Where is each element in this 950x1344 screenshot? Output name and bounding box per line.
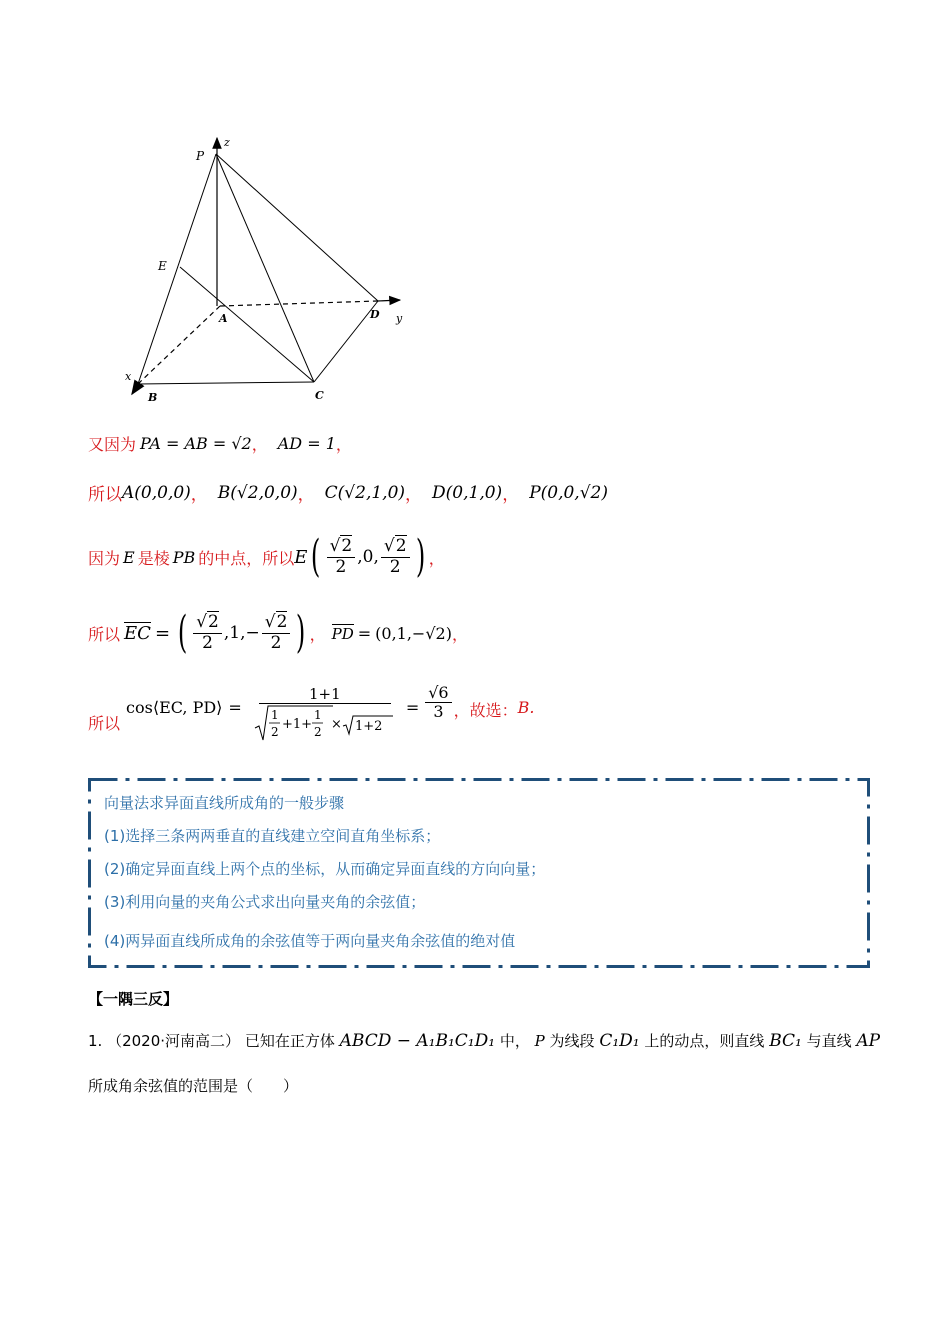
question-AP: AP: [856, 1031, 881, 1051]
svg-text:1: 1: [313, 708, 322, 723]
edge-PB: [138, 154, 216, 384]
question-text-4: 上的动点，则直线: [644, 1032, 765, 1050]
y-axis-arrow: [378, 300, 400, 301]
line4-suffix: ，: [451, 624, 468, 644]
EC-x-fraction: $\frac{√2}{2}$: [193, 613, 222, 653]
vector-PD-value: (0,1,−√2): [375, 623, 452, 643]
equals-sign-3: =: [228, 698, 242, 717]
solution-line-1: [88, 432, 352, 455]
line3-suffix: ，: [428, 548, 445, 568]
cos-denominator: [250, 704, 400, 748]
svg-text:2: 2: [270, 725, 279, 740]
line3-E: E: [123, 547, 135, 567]
question-segment: C₁D₁: [599, 1031, 640, 1051]
line2-sep-4: ，: [502, 485, 520, 505]
question-number: 1.: [88, 1032, 103, 1050]
svg-text:×: ×: [330, 717, 342, 733]
E-z-fraction: $\frac{√2}{2}$: [381, 537, 410, 577]
edge-BC: [138, 382, 314, 384]
solution-line-3: [88, 528, 445, 586]
cos-angle-expr: cos⟨EC, PD⟩: [126, 698, 223, 717]
left-paren-2: (: [177, 607, 188, 658]
question-cube: ABCD − A₁B₁C₁D₁: [339, 1031, 496, 1051]
line2-sep-3: ，: [405, 485, 423, 505]
line3-mid: 是棱: [137, 548, 170, 568]
line1-suffix: ，: [335, 435, 352, 454]
point-D-coords: D(0,1,0): [432, 482, 503, 503]
vector-EC: EC: [124, 623, 151, 644]
edge-PC: [216, 154, 314, 382]
question-P: P: [534, 1032, 545, 1050]
y-axis-dashed: [220, 301, 378, 306]
question-text-1: 已知在正方体: [244, 1032, 335, 1050]
pyramid-figure: [120, 130, 420, 419]
solution-line-2: [88, 480, 608, 505]
label-P: P: [196, 149, 205, 163]
line1-prefix: 又因为: [88, 435, 137, 454]
solution-line-4: [88, 604, 468, 662]
svg-text:1: 1: [270, 708, 279, 723]
cos-denominator-svg: [253, 704, 397, 744]
cos-fraction: [250, 686, 400, 749]
answer-choice: B.: [517, 698, 535, 717]
EC-z-fraction: $\frac{√2}{2}$: [262, 613, 291, 653]
label-D: D: [370, 308, 380, 321]
svg-text:+1+: +1+: [281, 717, 312, 733]
question-1-line-1: [88, 1030, 880, 1051]
question-BC1: BC₁: [769, 1031, 802, 1051]
point-B-coords: B(√2,0,0): [217, 482, 298, 503]
equals-sign-4: =: [405, 698, 420, 717]
solution-line-5: [88, 684, 534, 760]
label-B: B: [148, 391, 158, 404]
label-A: A: [219, 312, 228, 325]
method-step-2: (2)确定异面直线上两个点的坐标，从而确定异面直线的方向向量；: [104, 860, 546, 878]
EC-y-value: ,1,−: [223, 623, 260, 643]
line3-prefix: 因为: [88, 548, 121, 568]
line5-prefix: 所以: [88, 713, 121, 733]
question-1-line-2: 所成角余弦值的范围是（ ）: [88, 1077, 299, 1095]
line2-sep-2: ，: [297, 485, 315, 505]
result-denominator: 3: [433, 702, 444, 722]
E-y-value: ,0,: [357, 547, 379, 567]
method-box-title: 向量法求异面直线所成角的一般步骤: [104, 794, 345, 812]
right-paren: ): [415, 531, 425, 582]
point-P-coords: P(0,0,√2): [529, 482, 608, 503]
question-text-3: 为线段: [549, 1032, 595, 1050]
svg-text:2: 2: [313, 725, 322, 740]
question-source: （2020·河南高二）: [107, 1032, 241, 1050]
line2-prefix: 所以: [88, 485, 122, 505]
line1-sep: ，: [251, 435, 268, 454]
section-heading: 【一隅三反】: [88, 990, 179, 1008]
edge-PD: [216, 154, 378, 301]
equals-sign: =: [154, 622, 171, 644]
E-x-fraction: $\frac{√2}{2}$: [327, 537, 356, 577]
svg-text:1+2: 1+2: [354, 719, 383, 735]
point-A-coords: A(0,0,0): [122, 482, 191, 503]
right-paren-2: ): [296, 607, 306, 658]
pyramid-diagram: [120, 130, 420, 415]
vector-PD: PD: [331, 624, 354, 643]
line3-PB: PB: [172, 547, 196, 567]
line1-expr: PA = AB = √2: [140, 434, 252, 453]
equals-sign-2: =: [357, 623, 372, 643]
question-text-2: 中，: [499, 1032, 530, 1050]
label-E: E: [158, 259, 167, 273]
line2-sep-1: ，: [190, 485, 208, 505]
question-text-5: 与直线: [806, 1032, 852, 1050]
line5-tail: ，故选：: [453, 701, 518, 720]
point-C-coords: C(√2,1,0): [324, 482, 406, 503]
line3-mid2: 的中点，所以: [198, 548, 295, 568]
label-x: x: [125, 370, 132, 383]
line4-comma: ，: [309, 624, 326, 644]
line1-expr2: AD = 1: [277, 434, 336, 453]
cos-numerator: 1+1: [259, 686, 391, 704]
edge-CD: [314, 301, 378, 382]
label-y: y: [396, 312, 403, 325]
label-z: z: [224, 136, 230, 149]
line4-prefix: 所以: [88, 624, 121, 644]
method-step-4: (4)两异面直线所成角的余弦值等于两向量夹角余弦值的绝对值: [104, 932, 516, 950]
label-C: C: [315, 389, 324, 402]
result-fraction: [425, 684, 451, 722]
left-paren: (: [311, 531, 321, 582]
method-step-1: (1)选择三条两两垂直的直线建立空间直角坐标系；: [104, 827, 441, 845]
line3-E2: E: [294, 546, 308, 568]
result-numerator: √6: [425, 684, 451, 703]
method-step-3: (3)利用向量的夹角公式求出向量夹角的余弦值；: [104, 893, 426, 911]
